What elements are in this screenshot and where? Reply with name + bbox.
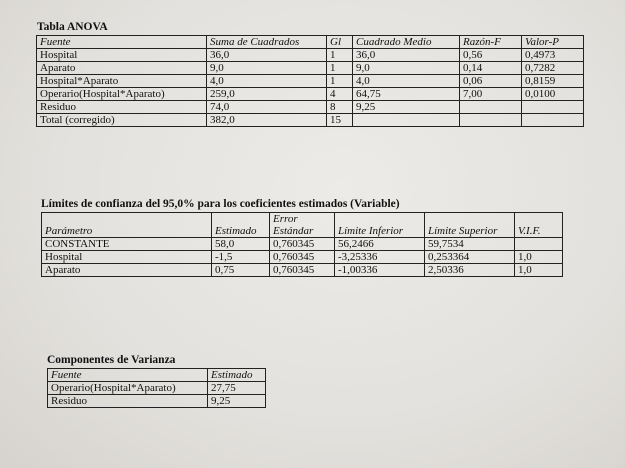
table-row — [37, 75, 584, 88]
table-cell: Hospital*Aparato — [37, 75, 207, 88]
table-cell: 59,7534 — [425, 238, 515, 251]
table-cell: 64,75 — [353, 88, 460, 101]
table-cell: 0,4973 — [522, 49, 584, 62]
table-cell: 1 — [327, 49, 353, 62]
column-header-top: Error — [270, 213, 335, 226]
column-header: Gl — [327, 36, 353, 49]
table-row — [37, 49, 584, 62]
table-cell: 0,760345 — [270, 251, 335, 264]
table-cell: 0,14 — [460, 62, 522, 75]
table-cell: 0,7282 — [522, 62, 584, 75]
table-header-row-top — [42, 213, 563, 226]
table-cell: 1 — [327, 75, 353, 88]
table-cell: 4,0 — [207, 75, 327, 88]
table-cell: 74,0 — [207, 101, 327, 114]
table-cell: 27,75 — [208, 382, 266, 395]
column-header-top — [425, 213, 515, 226]
column-header: Estándar — [270, 225, 335, 238]
table-cell: 15 — [327, 114, 353, 127]
table-cell: 9,0 — [353, 62, 460, 75]
table-cell: 9,25 — [208, 395, 266, 408]
table-cell: Operario(Hospital*Aparato) — [48, 382, 208, 395]
table-cell: 36,0 — [207, 49, 327, 62]
table-cell: 1 — [327, 62, 353, 75]
table-row — [42, 251, 563, 264]
table-cell — [522, 114, 584, 127]
table-row — [37, 88, 584, 101]
anova-table — [36, 35, 584, 127]
table-cell: 1,0 — [515, 264, 563, 277]
column-header-top — [515, 213, 563, 226]
table-cell: 2,50336 — [425, 264, 515, 277]
table-cell — [515, 238, 563, 251]
column-header-top — [42, 213, 212, 226]
table-cell — [353, 114, 460, 127]
table-cell: 9,25 — [353, 101, 460, 114]
column-header: Límite Superior — [425, 225, 515, 238]
table-header-row — [37, 36, 584, 49]
column-header-top — [335, 213, 425, 226]
table-cell: Total (corregido) — [37, 114, 207, 127]
table-row — [37, 114, 584, 127]
anova-title: Tabla ANOVA — [37, 21, 108, 33]
column-header: V.I.F. — [515, 225, 563, 238]
table-cell: 36,0 — [353, 49, 460, 62]
table-cell: 56,2466 — [335, 238, 425, 251]
table-cell: Hospital — [37, 49, 207, 62]
table-cell: 58,0 — [212, 238, 270, 251]
table-cell: 0,253364 — [425, 251, 515, 264]
table-cell — [522, 101, 584, 114]
column-header: Límite Inferior — [335, 225, 425, 238]
table-cell: 9,0 — [207, 62, 327, 75]
variance-table — [47, 368, 266, 408]
table-cell: 1,0 — [515, 251, 563, 264]
table-cell: 0,760345 — [270, 264, 335, 277]
table-row — [37, 62, 584, 75]
table-cell: 0,75 — [212, 264, 270, 277]
limits-table — [41, 212, 563, 277]
table-cell: Residuo — [48, 395, 208, 408]
column-header: Valor-P — [522, 36, 584, 49]
column-header: Fuente — [48, 369, 208, 382]
column-header: Estimado — [212, 225, 270, 238]
table-cell: -1,5 — [212, 251, 270, 264]
table-cell: CONSTANTE — [42, 238, 212, 251]
column-header: Fuente — [37, 36, 207, 49]
table-cell: 259,0 — [207, 88, 327, 101]
table-row — [37, 101, 584, 114]
table-cell: 0,8159 — [522, 75, 584, 88]
table-cell: Aparato — [42, 264, 212, 277]
table-cell — [460, 101, 522, 114]
table-row — [48, 382, 266, 395]
column-header: Estimado — [208, 369, 266, 382]
column-header: Parámetro — [42, 225, 212, 238]
table-cell: Operario(Hospital*Aparato) — [37, 88, 207, 101]
table-cell: 4,0 — [353, 75, 460, 88]
table-header-row — [42, 225, 563, 238]
variance-title: Componentes de Varianza — [47, 354, 176, 366]
table-cell: -1,00336 — [335, 264, 425, 277]
column-header-top — [212, 213, 270, 226]
table-row — [42, 238, 563, 251]
table-row — [42, 264, 563, 277]
table-cell: 4 — [327, 88, 353, 101]
table-header-row — [48, 369, 266, 382]
table-cell: -3,25336 — [335, 251, 425, 264]
table-cell: 0,0100 — [522, 88, 584, 101]
column-header: Cuadrado Medio — [353, 36, 460, 49]
column-header: Razón-F — [460, 36, 522, 49]
table-cell: Aparato — [37, 62, 207, 75]
table-cell: Residuo — [37, 101, 207, 114]
column-header: Suma de Cuadrados — [207, 36, 327, 49]
table-cell — [460, 114, 522, 127]
table-cell: 0,760345 — [270, 238, 335, 251]
table-cell: 0,06 — [460, 75, 522, 88]
limits-title: Límites de confianza del 95,0% para los coeficientes estimados (Variable) — [41, 198, 400, 210]
table-cell: Hospital — [42, 251, 212, 264]
table-row — [48, 395, 266, 408]
table-cell: 7,00 — [460, 88, 522, 101]
table-cell: 0,56 — [460, 49, 522, 62]
table-cell: 382,0 — [207, 114, 327, 127]
table-cell: 8 — [327, 101, 353, 114]
